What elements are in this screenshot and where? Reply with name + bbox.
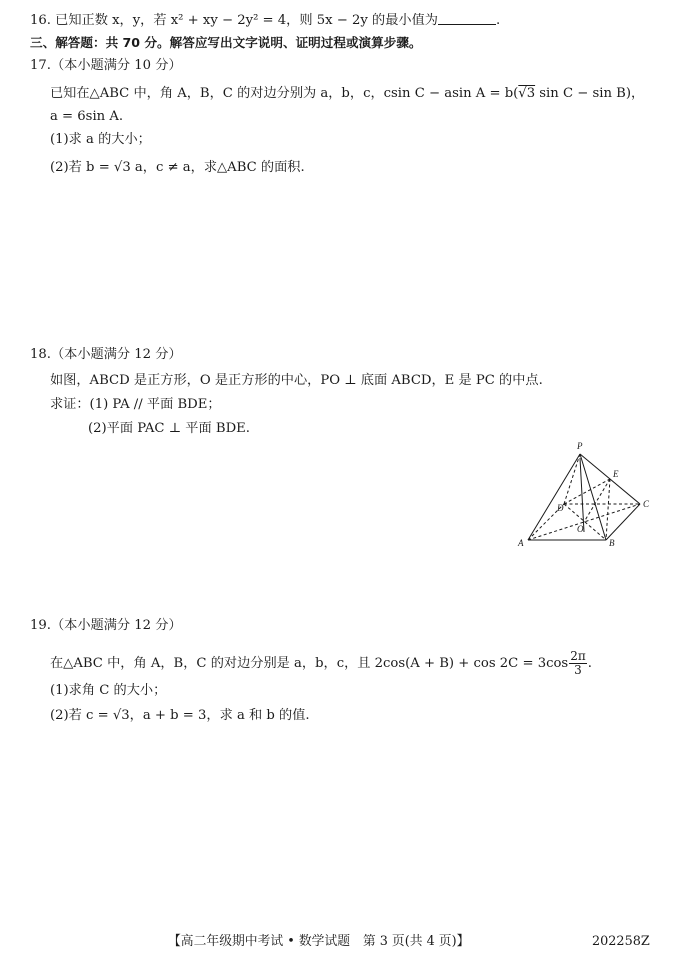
- label-o: O: [577, 524, 584, 534]
- q16-answer-blank: [438, 12, 496, 25]
- segment-eb: [606, 479, 610, 540]
- q17-line1-text-b: sin C − sin B)，: [535, 86, 645, 101]
- q19-header: 19.（本小题满分 12 分）: [30, 618, 182, 633]
- q17-part1: (1)求 a 的大小；: [50, 132, 151, 147]
- segment-eo: [584, 479, 610, 522]
- label-e: E: [613, 469, 619, 479]
- q18-header: 18.（本小题满分 12 分）: [30, 347, 182, 362]
- q19-part1: (1)求角 C 的大小；: [50, 683, 167, 698]
- q18-line3: (2)平面 PAC ⊥ 平面 BDE.: [88, 421, 250, 436]
- diagonal-bd: [564, 504, 606, 540]
- edge-pd: [564, 454, 580, 504]
- label-c: C: [643, 499, 650, 509]
- q17-line1: [50, 86, 644, 102]
- q19-line1-text: 在△ABC 中，角 A，B，C 的对边分别是 a，b，c，且 2cos(A + B) + cos 2C = 3cos: [50, 656, 569, 671]
- label-p: P: [577, 441, 583, 451]
- pyramid-figure: [514, 440, 654, 552]
- fraction-two-pi-over-three: [569, 650, 587, 677]
- q19-line1: [50, 650, 592, 678]
- footer-title: 【高二年级期中考试 • 数学试题 第 3 页(共 4 页)】: [168, 934, 470, 949]
- q18-line2: 求证：(1) PA // 平面 BDE；: [50, 397, 221, 412]
- q17-part2: (2)若 b = √3 a，c ≠ a，求△ABC 的面积.: [50, 160, 305, 175]
- q16-period: .: [495, 13, 501, 28]
- label-b: B: [609, 538, 615, 548]
- q17-sqrt: √3: [518, 86, 536, 101]
- q18-line1: 如图，ABCD 是正方形，O 是正方形的中心，PO ⊥ 底面 ABCD，E 是 PC 的中点.: [50, 373, 543, 388]
- label-a: A: [518, 538, 524, 548]
- q16-text: 16. 已知正数 x，y，若 x² + xy − 2y² = 4，则 5x − 2y 的最小值为: [30, 13, 438, 28]
- q17-header: 17.（本小题满分 10 分）: [30, 58, 182, 73]
- q19-part2: (2)若 c = √3，a + b = 3，求 a 和 b 的值.: [50, 708, 310, 723]
- footer-code: 202258Z: [592, 934, 650, 949]
- q16-line: [30, 12, 500, 29]
- section-heading: 三、解答题：共 70 分。解答应写出文字说明、证明过程或演算步骤。: [30, 35, 422, 50]
- edge-pa: [528, 454, 580, 540]
- label-d: D: [557, 503, 564, 513]
- q19-period: .: [587, 656, 592, 671]
- fraction-numerator: 2π: [570, 649, 586, 663]
- fraction-denominator: 3: [574, 663, 582, 677]
- q17-line2: a = 6sin A.: [50, 109, 124, 124]
- q17-line1-text-a: 已知在△ABC 中，角 A，B，C 的对边分别为 a，b，c，csin C − asin A = b(: [50, 86, 519, 101]
